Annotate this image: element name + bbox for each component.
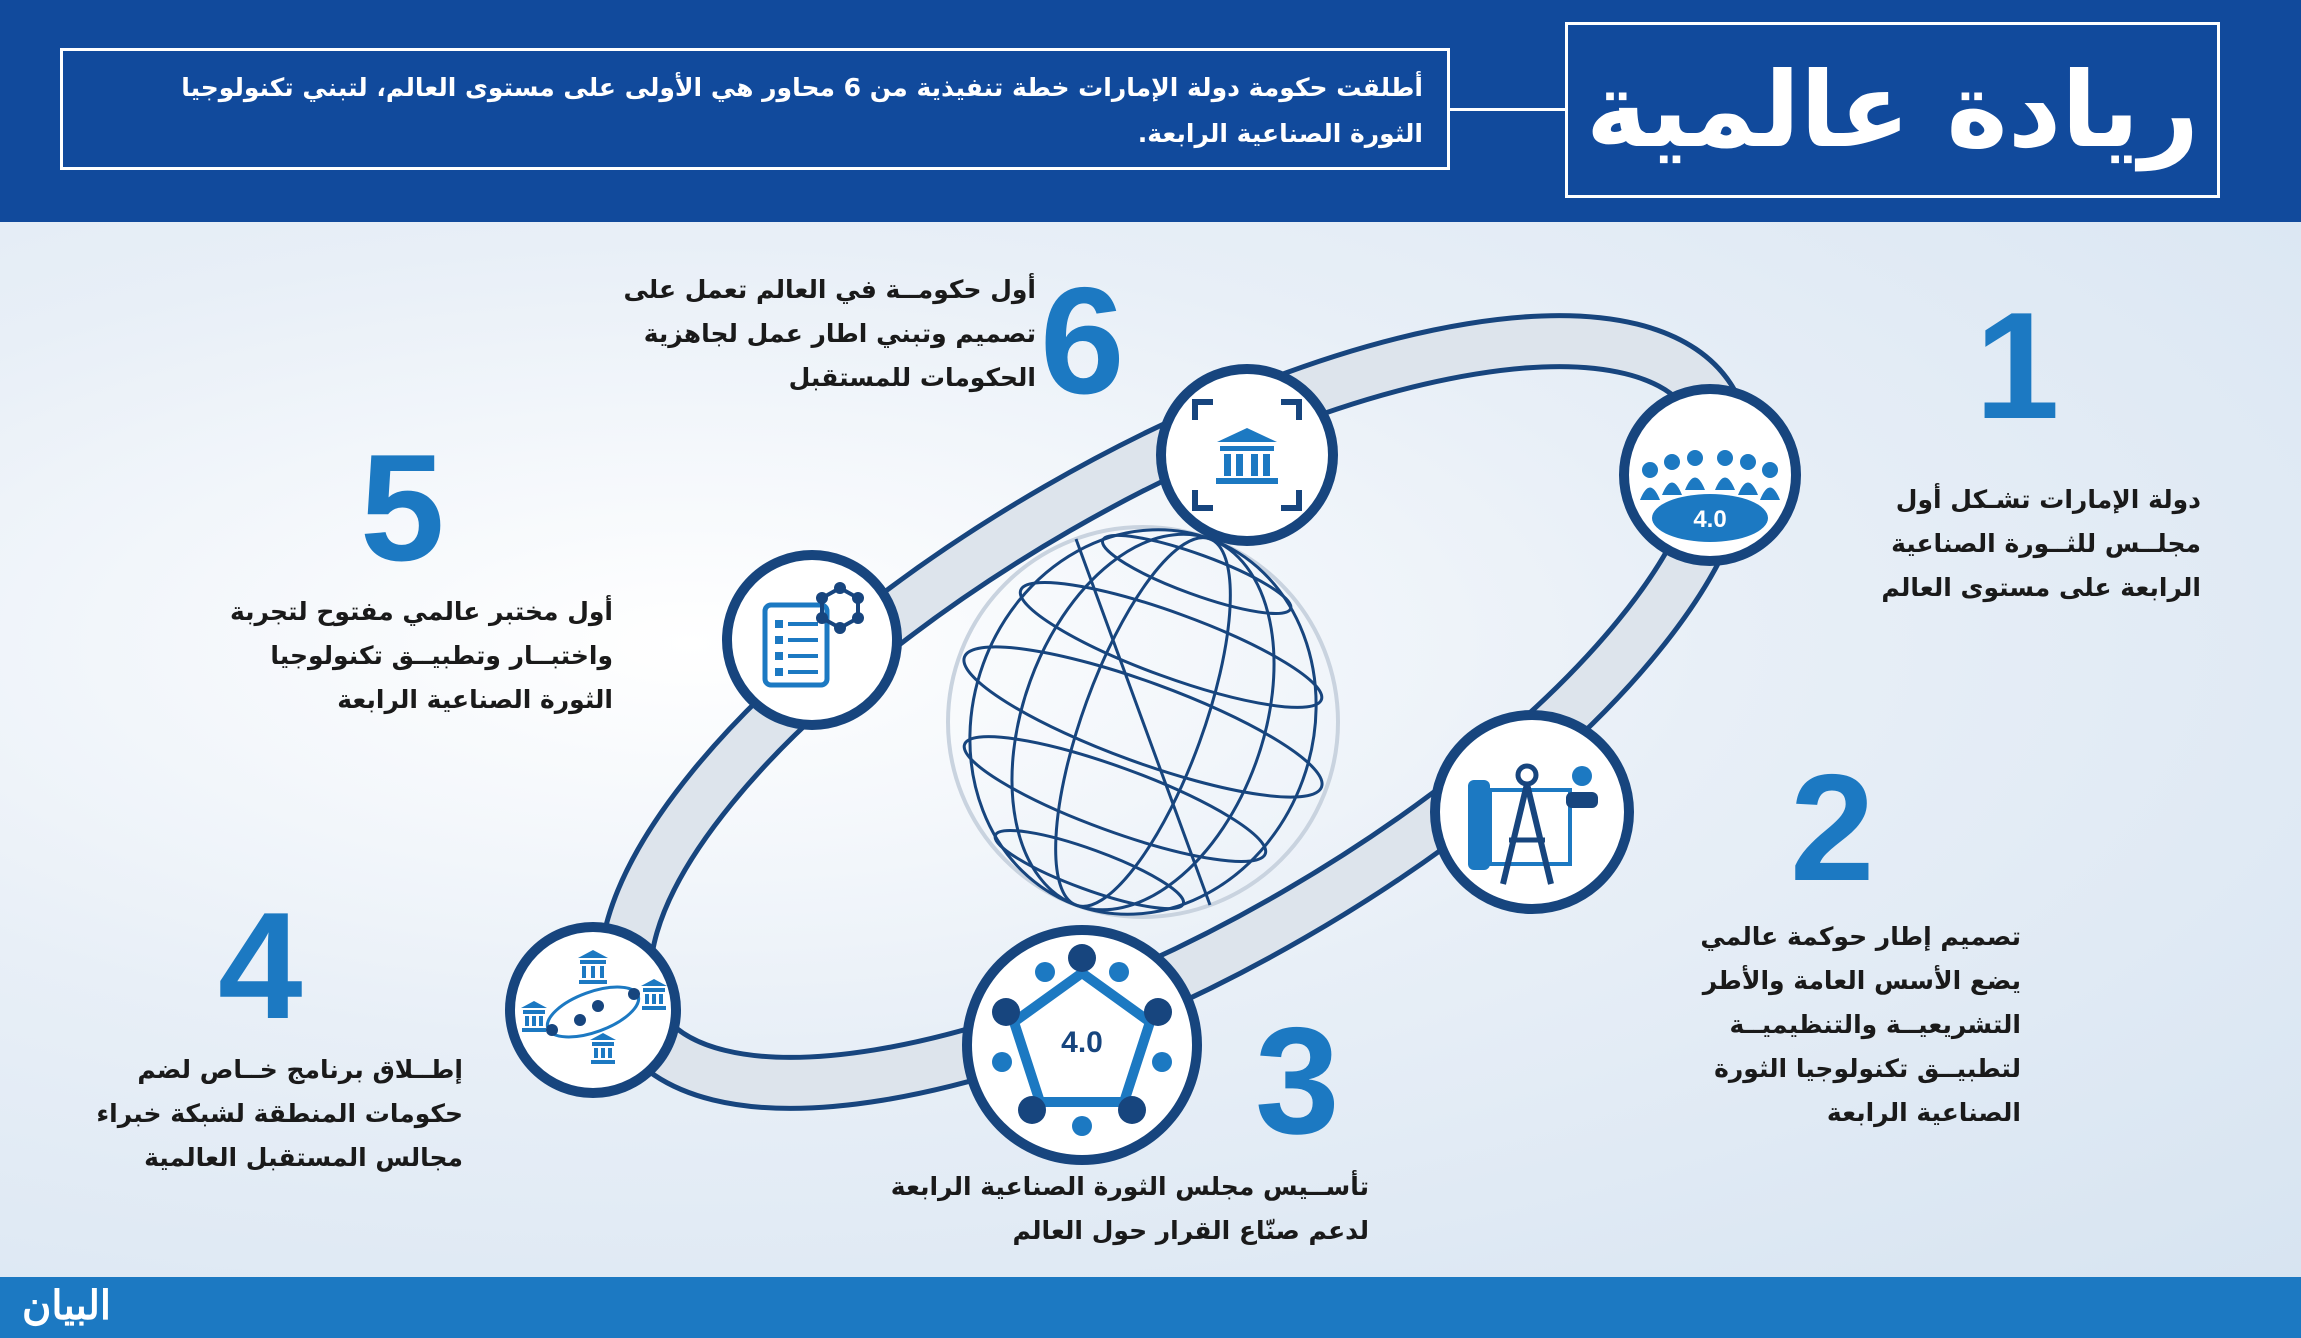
axis-6-line-2: تصميم وتبني اطار عمل لجاهزية <box>643 319 1036 348</box>
axis-6-text <box>623 268 1036 400</box>
axis-3-text <box>891 1165 1369 1253</box>
axis-1-number: 1 <box>1975 281 2060 451</box>
decision-makers-badge-text: 4.0 <box>1061 1026 1103 1059</box>
axis-2-line-1: تصميم إطار حوكمة عالمي <box>1700 922 2021 951</box>
al-bayan-logo: البيان <box>22 1282 112 1329</box>
axis-3-badge <box>967 930 1197 1160</box>
axis-4-badge <box>510 927 676 1093</box>
axis-5-line-1: أول مختبر عالمي مفتوح لتجربة <box>229 597 613 626</box>
axis-1-text <box>1881 478 2201 610</box>
axis-5-badge <box>727 555 897 725</box>
axis-3-number: 3 <box>1255 996 1340 1166</box>
page-title: ريادة عالمية <box>1585 49 2200 171</box>
axis-6-badge <box>1161 369 1333 541</box>
axis-4-number: 4 <box>218 881 303 1051</box>
axis-2-line-5: الصناعية الرابعة <box>1826 1098 2021 1127</box>
axis-4-line-3: مجالس المستقبل العالمية <box>144 1143 463 1172</box>
council-badge-text: 4.0 <box>1693 506 1727 533</box>
axis-4-line-1: إطــلاق برنامج خــاص لضم <box>137 1055 463 1084</box>
axis-6-line-1: أول حكومــة في العالم تعمل على <box>623 275 1036 304</box>
subtitle-line-1: أطلقت حكومة دولة الإمارات خطة تنفيذية من 6 محاور هي الأولى على مستوى العالم، لتبني تكنولوجيا <box>181 73 1423 102</box>
subtitle-line-2: الثورة الصناعية الرابعة. <box>1137 119 1423 148</box>
axis-2-number: 2 <box>1790 743 1875 913</box>
axis-4-line-2: حكومات المنطقة لشبكة خبراء <box>96 1099 463 1128</box>
axis-1-line-2: مجلــس للثــورة الصناعية <box>1891 529 2201 558</box>
axis-6-number: 6 <box>1040 256 1125 426</box>
axis-3-line-1: تأســيس مجلس الثورة الصناعية الرابعة <box>890 1172 1369 1201</box>
axis-5-number: 5 <box>360 423 445 593</box>
axis-5-line-3: الثورة الصناعية الرابعة <box>337 685 613 714</box>
axis-2-line-2: يضع الأسس العامة والأطر <box>1702 966 2021 995</box>
axis-6-line-3: الحكومات للمستقبل <box>788 363 1036 392</box>
axis-2-line-3: التشريعيــة والتنظيميــة <box>1729 1010 2021 1039</box>
axis-2-text <box>1700 915 2021 1135</box>
axis-1-line-1: دولة الإمارات تشـكل أول <box>1895 485 2201 514</box>
axis-4-text <box>96 1048 463 1180</box>
axis-5-line-2: واختبــار وتطبيــق تكنولوجيا <box>270 641 613 670</box>
axis-1-line-3: الرابعة على مستوى العالم <box>1881 573 2201 602</box>
axis-1-badge <box>1624 389 1796 561</box>
axis-2-badge <box>1435 715 1629 909</box>
axis-5-text <box>230 590 613 722</box>
axis-2-line-4: لتطبيــق تكنولوجيا الثورة <box>1714 1054 2021 1083</box>
axis-3-line-2: لدعم صنّاع القرار حول العالم <box>1012 1216 1369 1245</box>
